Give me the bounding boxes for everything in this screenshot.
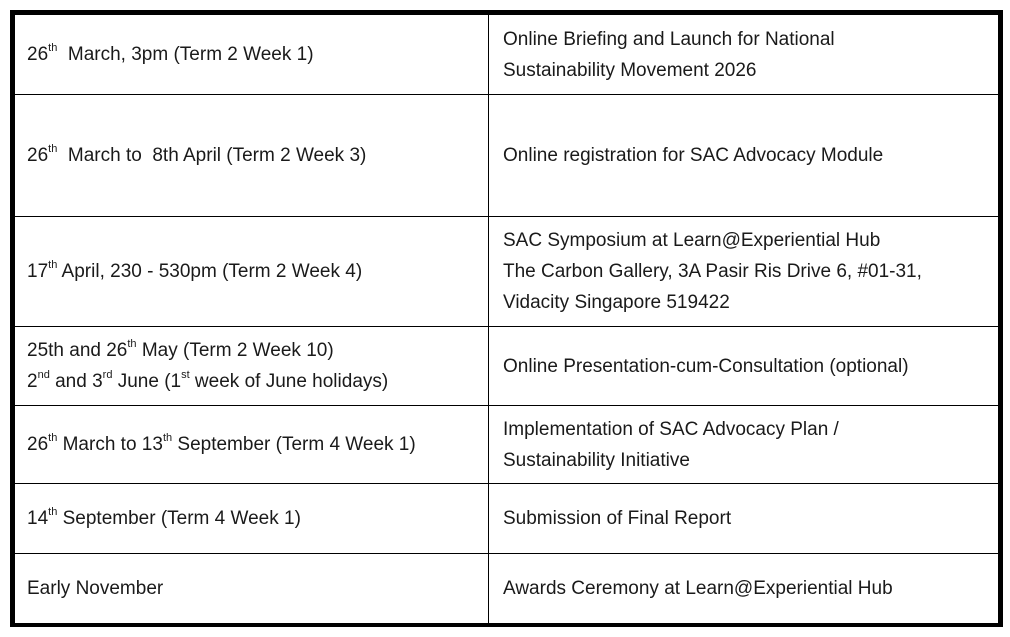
- date-text: 2nd and 3rd June (1st week of June holidays): [27, 368, 389, 392]
- event-text: SAC Symposium at Learn@Experiential Hub: [503, 230, 881, 251]
- date-cell: [15, 327, 489, 406]
- event-text: Sustainability Movement 2026: [503, 59, 757, 81]
- date-cell: [15, 217, 489, 327]
- date-cell: [15, 406, 489, 484]
- date-text: 14th September (Term 4 Week 1): [27, 505, 301, 529]
- date-text: 17th April, 230 - 530pm (Term 2 Week 4): [27, 258, 363, 282]
- table-row: [15, 15, 999, 95]
- event-text: Implementation of SAC Advocacy Plan /: [503, 418, 839, 440]
- event-text: Online registration for SAC Advocacy Module: [503, 145, 884, 166]
- date-cell: [15, 554, 489, 624]
- table-row: [15, 217, 999, 327]
- schedule-table-frame: [10, 10, 1003, 627]
- date-text: 26th March, 3pm (Term 2 Week 1): [27, 41, 314, 65]
- date-cell: [15, 95, 489, 217]
- table-row: [15, 406, 999, 484]
- date-cell: [15, 15, 489, 95]
- event-address: Vidacity Singapore 519422: [503, 292, 730, 313]
- event-cell: [489, 554, 999, 624]
- event-cell: [489, 484, 999, 554]
- date-text: 26th March to 8th April (Term 2 Week 3): [27, 142, 367, 166]
- event-text: Awards Ceremony at Learn@Experiential Hub: [503, 578, 893, 599]
- event-address: The Carbon Gallery, 3A Pasir Ris Drive 6, #01-31,: [503, 261, 922, 282]
- event-text: Submission of Final Report: [503, 508, 732, 529]
- event-cell: [489, 406, 999, 484]
- event-cell: [489, 327, 999, 406]
- date-text: 26th March to 13th September (Term 4 Week 1): [27, 431, 416, 455]
- table-row: [15, 95, 999, 217]
- event-cell: [489, 95, 999, 217]
- event-text: Sustainability Initiative: [503, 449, 690, 471]
- event-text: Online Briefing and Launch for National: [503, 28, 835, 50]
- event-cell: [489, 217, 999, 327]
- table-row: [15, 484, 999, 554]
- event-cell: [489, 15, 999, 95]
- date-text: Early November: [27, 578, 164, 599]
- schedule-table: [14, 14, 999, 624]
- table-row: [15, 554, 999, 624]
- date-cell: [15, 484, 489, 554]
- date-text: 25th and 26th May (Term 2 Week 10): [27, 337, 334, 361]
- event-text: Online Presentation-cum-Consultation (optional): [503, 355, 909, 377]
- table-row: [15, 327, 999, 406]
